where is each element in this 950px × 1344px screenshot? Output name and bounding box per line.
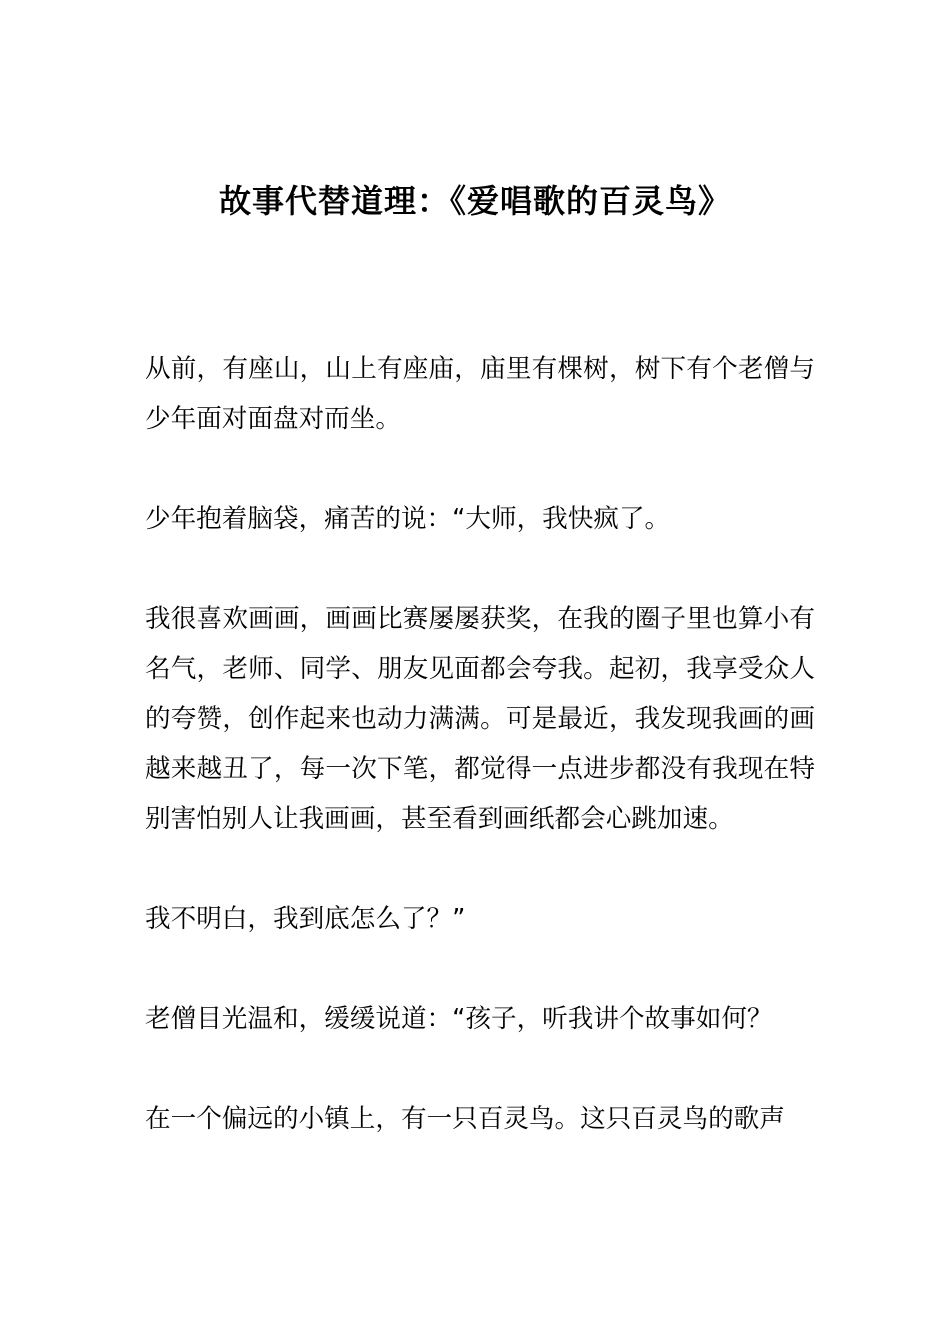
document-title: 故事代替道理：《爱唱歌的百灵鸟》: [218, 182, 731, 221]
document-body: [145, 344, 815, 1194]
paragraph: 在一个偏远的小镇上，有一只百灵鸟。这只百灵鸟的歌声: [145, 1104, 785, 1134]
paragraph: 少年抱着脑袋，痛苦的说：“大师，我快疯了。: [145, 504, 671, 534]
paragraph: 我很喜欢画画，画画比赛屡屡获奖，在我的圈子里也算小有名气，老师、同学、朋友见面都会夸我。起初，我享受众人的夸赞，创作起来也动力满满。可是最近，我发现我画的画越来越丑了，每一次下笔，都觉得一点进步都没有我现在特别害怕别人让我画画，甚至看到画纸都会心跳加速。: [145, 604, 815, 834]
paragraph: 从前，有座山，山上有座庙，庙里有棵树，树下有个老僧与少年面对面盘对而坐。: [145, 354, 815, 434]
paragraph: 老僧目光温和，缓缓说道：“孩子，听我讲个故事如何？: [145, 1004, 773, 1034]
paragraph: 我不明白，我到底怎么了？”: [145, 904, 466, 934]
